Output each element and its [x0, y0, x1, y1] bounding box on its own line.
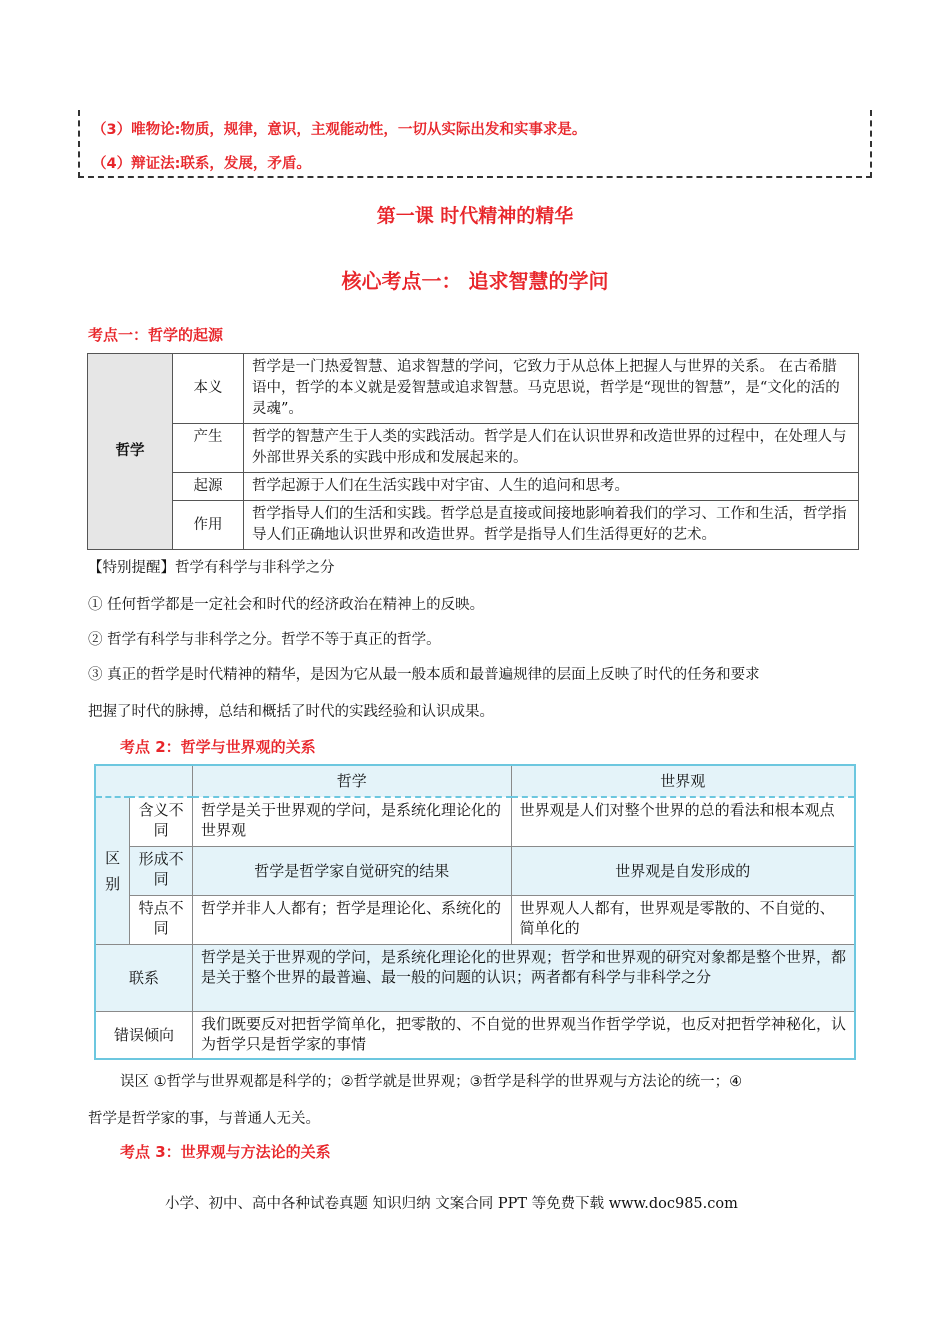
table-header-row [95, 765, 855, 797]
row-label: 产生 [173, 424, 244, 473]
philosophy-origin-table [87, 353, 859, 550]
row-label: 特点不同 [130, 896, 193, 945]
header-empty-cell [95, 765, 193, 797]
point1-heading: 考点一：哲学的起源 [88, 326, 224, 344]
row-label: 形成不同 [130, 847, 193, 896]
reminder-item-3-cont: 把握了时代的脉搏，总结和概括了时代的实践经验和认识成果。 [88, 704, 494, 720]
intro-line-3: （3）唯物论:物质，规律，意识，主观能动性，一切从实际出发和实事求是。 [92, 122, 587, 138]
page-footer: 小学、初中、高中各种试卷真题 知识归纳 文案合同 PPT 等免费下载 www.doc985.com [165, 1196, 738, 1212]
relation-label: 联系 [95, 945, 193, 1012]
row-label: 起源 [173, 473, 244, 501]
difference-label-cell [95, 797, 130, 945]
table-row [88, 473, 859, 501]
table-row [95, 797, 855, 847]
table-row [95, 945, 855, 1012]
row-label: 作用 [173, 501, 244, 550]
table-key-cell: 哲学 [88, 354, 173, 550]
reminder-title: 【特别提醒】哲学有科学与非科学之分 [88, 560, 335, 576]
table-row [88, 424, 859, 473]
table-row [88, 501, 859, 550]
table-row [95, 1012, 855, 1060]
row-worldview: 世界观是自发形成的 [511, 847, 855, 896]
row-philosophy: 哲学是哲学家自觉研究的结果 [193, 847, 512, 896]
row-text: 哲学是一门热爱智慧、追求智慧的学问，它致力于从总体上把握人与世界的关系。 在古希腊语中，哲学的本义就是爱智慧或追求智慧。马克思说，哲学是“现世的智慧”，是“文化的活的灵魂”。 [244, 354, 859, 424]
reminder-item-2: ② 哲学有科学与非科学之分。哲学不等于真正的哲学。 [88, 632, 441, 648]
reminder-item-1: ① 任何哲学都是一定社会和时代的经济政治在精神上的反映。 [88, 597, 485, 613]
difference-label-2: 别 [105, 875, 121, 893]
core-title: 核心考点一： 追求智慧的学问 [341, 269, 609, 293]
lesson-title: 第一课 时代精神的精华 [376, 205, 574, 227]
intro-line-4: （4）辩证法:联系，发展，矛盾。 [92, 156, 311, 172]
header-philosophy: 哲学 [193, 765, 512, 797]
misconception-line-2: 哲学是哲学家的事，与普通人无关。 [88, 1111, 320, 1127]
misconception-line-1: 误区 ①哲学与世界观都是科学的；②哲学就是世界观；③哲学是科学的世界观与方法论的统一；④ [120, 1074, 743, 1090]
row-text: 哲学指导人们的生活和实践。哲学总是直接或间接地影响着我们的学习、工作和生活，哲学指导人们正确地认识世界和改造世界。哲学是指导人们生活得更好的艺术。 [244, 501, 859, 550]
intro-dashed-box [78, 110, 872, 178]
row-philosophy: 哲学是关于世界观的学问，是系统化理论化的世界观 [193, 797, 512, 847]
table-row [95, 896, 855, 945]
row-philosophy: 哲学并非人人都有；哲学是理论化、系统化的 [193, 896, 512, 945]
header-worldview: 世界观 [511, 765, 855, 797]
row-label: 本义 [173, 354, 244, 424]
difference-label-1: 区 [105, 849, 121, 867]
philosophy-worldview-table [94, 764, 856, 1060]
reminder-item-3: ③ 真正的哲学是时代精神的精华，是因为它从最一般本质和最普遍规律的层面上反映了时代的任务和要求 [88, 667, 760, 683]
point2-heading: 考点 2：哲学与世界观的关系 [120, 738, 316, 756]
point3-heading: 考点 3：世界观与方法论的关系 [120, 1143, 331, 1161]
table-row [88, 354, 859, 424]
table-row [95, 847, 855, 896]
row-label: 含义不同 [130, 797, 193, 847]
row-text: 哲学的智慧产生于人类的实践活动。哲学是人们在认识世界和改造世界的过程中，在处理人与外部世界关系的实践中形成和发展起来的。 [244, 424, 859, 473]
row-worldview: 世界观人人都有，世界观是零散的、不自觉的、简单化的 [511, 896, 855, 945]
relation-text: 哲学是关于世界观的学问，是系统化理论化的世界观；哲学和世界观的研究对象都是整个世界，都是关于整个世界的最普遍、最一般的问题的认识；两者都有科学与非科学之分 [193, 945, 856, 1012]
row-worldview: 世界观是人们对整个世界的总的看法和根本观点 [511, 797, 855, 847]
error-label: 错误倾向 [95, 1012, 193, 1060]
error-text: 我们既要反对把哲学简单化，把零散的、不自觉的世界观当作哲学学说，也反对把哲学神秘化，认为哲学只是哲学家的事情 [193, 1012, 856, 1060]
row-text: 哲学起源于人们在生活实践中对宇宙、人生的追问和思考。 [244, 473, 859, 501]
